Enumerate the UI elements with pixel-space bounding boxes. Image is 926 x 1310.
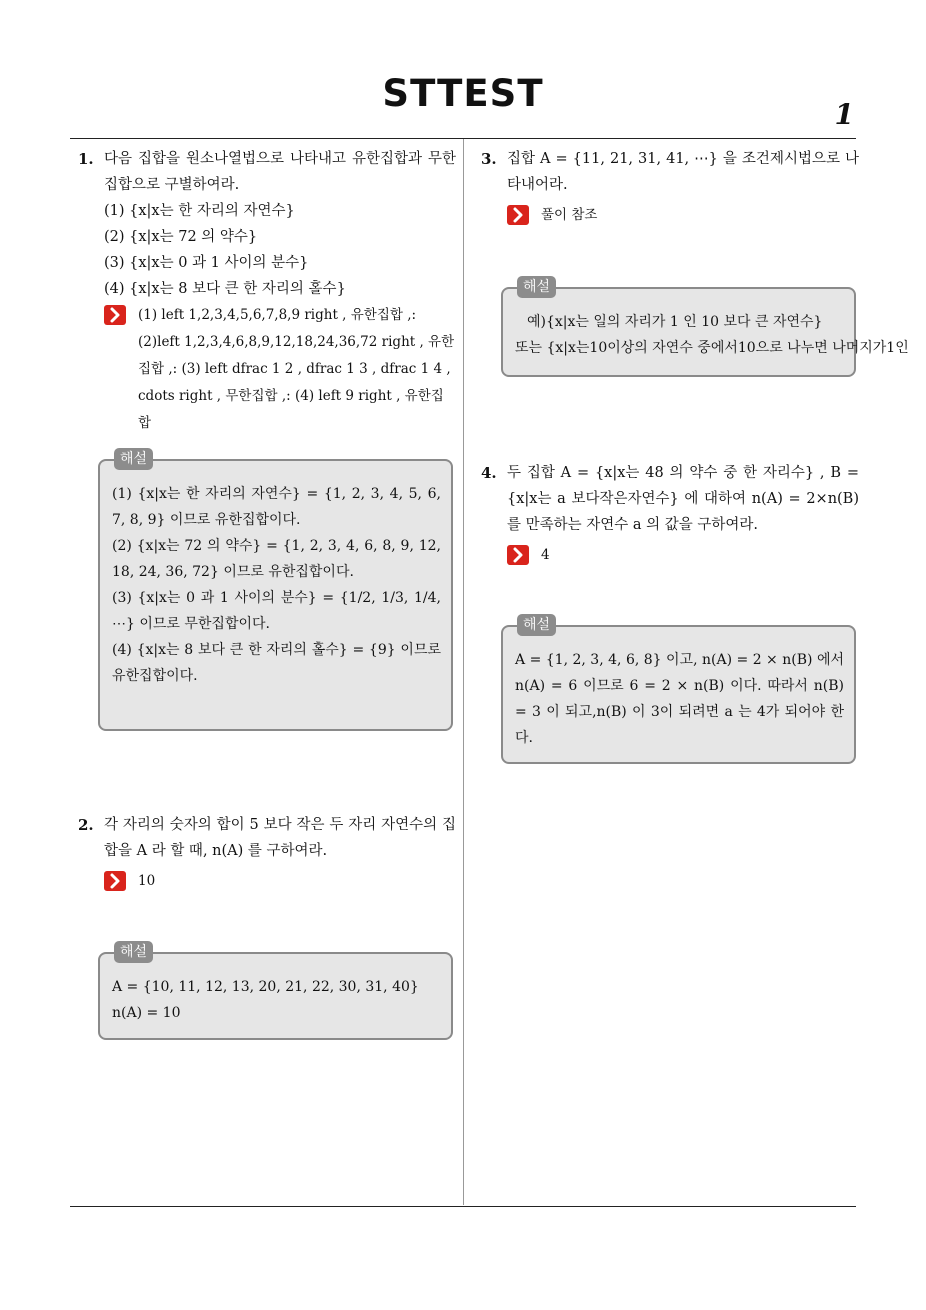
answer-text: 풀이 참조: [541, 207, 598, 223]
question-item: (2) {x|x는 72 의 약수}: [104, 229, 258, 245]
solution-label: 해설: [114, 448, 153, 470]
solution-box: [501, 617, 856, 764]
question-prompt: 집합 A = {11, 21, 31, 41, ⋯} 을 조건제시법으로 나타내어라.: [507, 151, 859, 193]
bottom-rule: [70, 1206, 856, 1207]
solution-line: 또는 {x|x는10이상의 자연수 중에서10으로 나누면 나머지가1인: [515, 340, 909, 356]
solution-box: [98, 451, 453, 731]
solution-label: 해설: [517, 614, 556, 636]
answer: [104, 302, 456, 437]
question-item: (4) {x|x는 8 보다 큰 한 자리의 홀수}: [104, 281, 346, 297]
answer-arrow-icon: [507, 205, 529, 225]
solution-text: A = {1, 2, 3, 4, 6, 8} 이고, n(A) = 2 × n(B) 에서 n(A) = 6 이므로 6 = 2 × n(B) 이다. 따라서 n(B) = 3 이 되고,n(B) 이 3이 되려면 a 는 4가 되어야 한다.: [515, 652, 844, 746]
solution-line: (4) {x|x는 8 보다 큰 한 자리의 홀수} = {9} 이므로 유한집합이다.: [112, 642, 441, 684]
answer-text: (1) left 1,2,3,4,5,6,7,8,9 right , 유한집합 ,: (2)left 1,2,3,4,6,8,9,12,18,24,36,72 right , 유한집합 ,: (3) left dfrac 1 2 , dfrac 1 3 , dfrac 1 4 , cdots right , 무한집합 ,: (4) left 9 right , 유한집합: [138, 307, 455, 431]
question-number: 3.: [481, 150, 497, 168]
solution-line: (2) {x|x는 72 의 약수} = {1, 2, 3, 4, 6, 8, 9, 12, 18, 24, 36, 72} 이므로 유한집합이다.: [112, 538, 441, 580]
solution-line: A = {10, 11, 12, 13, 20, 21, 22, 30, 31, 40}: [112, 979, 419, 995]
answer: [507, 542, 859, 569]
solution-label: 해설: [517, 276, 556, 298]
answer-text: 10: [138, 873, 156, 889]
column-divider: [463, 139, 464, 1205]
answer-arrow-icon: [507, 545, 529, 565]
solution-line: n(A) = 10: [112, 1005, 181, 1021]
question-item: (3) {x|x는 0 과 1 사이의 분수}: [104, 255, 309, 271]
page-title: STTEST: [382, 72, 544, 115]
solution-line: (1) {x|x는 한 자리의 자연수} = {1, 2, 3, 4, 5, 6, 7, 8, 9} 이므로 유한집합이다.: [112, 486, 441, 528]
question-prompt: 다음 집합을 원소나열법으로 나타내고 유한집합과 무한집합으로 구별하여라.: [104, 151, 456, 193]
question-number: 2.: [78, 816, 94, 834]
page-number: 1: [834, 98, 854, 131]
answer-text: 4: [541, 547, 550, 563]
solution-line: (3) {x|x는 0 과 1 사이의 분수} = {1/2, 1/3, 1/4, ⋯} 이므로 무한집합이다.: [112, 590, 441, 632]
question-4: [481, 460, 859, 569]
question-prompt: 두 집합 A = {x|x는 48 의 약수 중 한 자리수} , B = {x|x는 a 보다작은자연수} 에 대하여 n(A) = 2×n(B) 를 만족하는 자연수 a 의 값을 구하여라.: [507, 465, 859, 533]
solution-box: [98, 944, 453, 1040]
solution-box: [501, 279, 909, 377]
question-number: 1.: [78, 150, 94, 168]
solution-line: 예){x|x는 일의 자리가 1 인 10 보다 큰 자연수}: [527, 314, 823, 330]
answer: [507, 202, 859, 229]
answer-arrow-icon: [104, 305, 126, 325]
question-3: [481, 146, 859, 229]
question-number: 4.: [481, 464, 497, 482]
solution-label: 해설: [114, 941, 153, 963]
answer-arrow-icon: [104, 871, 126, 891]
answer: [104, 868, 456, 895]
question-1: [78, 146, 456, 437]
question-2: [78, 812, 456, 895]
question-item: (1) {x|x는 한 자리의 자연수}: [104, 203, 295, 219]
question-prompt: 각 자리의 숫자의 합이 5 보다 작은 두 자리 자연수의 집합을 A 라 할 때, n(A) 를 구하여라.: [104, 817, 456, 859]
